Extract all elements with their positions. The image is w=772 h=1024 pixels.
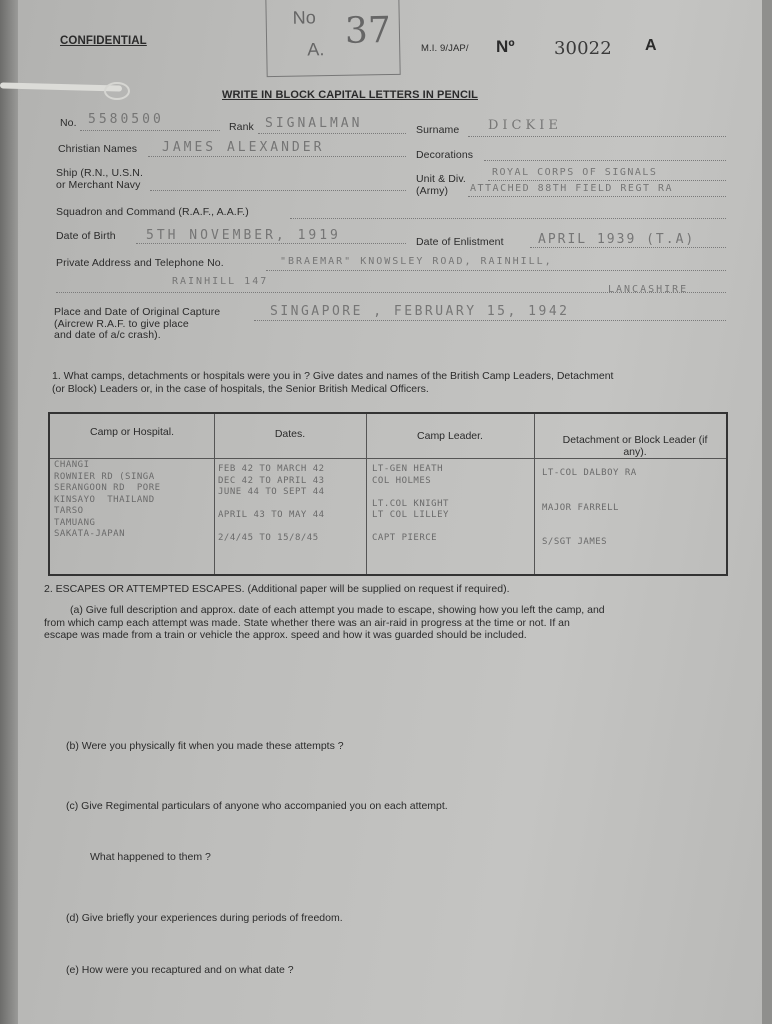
question-2c-followup: What happened to them ? <box>90 851 211 863</box>
christian-names-value: JAMES ALEXANDER <box>162 140 325 155</box>
camps-cell: CHANGI ROWNIER RD (SINGA SERANGOON RD PORE KINSAYO THAILAND TARSO TAMUANG SAKATA-JAPAN <box>54 460 161 539</box>
question-2d: (d) Give briefly your experiences during periods of freedom. <box>66 912 343 924</box>
surname-value: DICKIE <box>488 118 562 133</box>
form-serial-suffix: A <box>645 37 657 54</box>
camps-table-header-detachment: Detachment or Block Leader (if any). <box>562 434 708 458</box>
camps-table-header-camp: Camp or Hospital. <box>89 426 175 438</box>
question-2a-line-3: escape was made from a train or vehicle the approx. speed and how it was guarded should be included. <box>44 629 527 641</box>
dates-cell: FEB 42 TO MARCH 42 DEC 42 TO APRIL 43 JUNE 44 TO SEPT 44 APRIL 43 TO MAY 44 2/4/45 TO 15/8/45 <box>218 464 325 543</box>
reference-stamp <box>265 0 400 77</box>
address-value-line-2: RAINHILL 147 <box>172 276 269 287</box>
stamp-number: 37 <box>344 9 392 52</box>
form-sheet <box>18 0 762 1024</box>
question-2-title: 2. ESCAPES OR ATTEMPTED ESCAPES. (Additional paper will be supplied on request if required). <box>44 583 510 595</box>
question-1 <box>52 370 613 395</box>
binding-knot <box>104 82 130 100</box>
form-serial: 30022 <box>554 38 612 59</box>
camps-table <box>48 412 728 576</box>
question-2a <box>44 604 605 642</box>
number-label: Nº <box>496 37 515 56</box>
capture-label-line-3: and date of a/c crash). <box>54 329 161 341</box>
enlistment-label: Date of Enlistment <box>416 236 504 248</box>
block-capitals-instruction: WRITE IN BLOCK CAPITAL LETTERS IN PENCIL <box>222 89 478 101</box>
unit-label <box>416 173 466 197</box>
ship-label <box>56 167 143 191</box>
address-value-line-3: LANCASHIRE <box>608 284 689 295</box>
address-value-line-1: "BRAEMAR" KNOWSLEY ROAD, RAINHILL, <box>280 256 553 267</box>
question-2b: (b) Were you physically fit when you made these attempts ? <box>66 740 344 752</box>
question-1-line-1: 1. What camps, detachments or hospitals were you in ? Give dates and names of the British Camp Leaders, Detachment <box>52 370 614 382</box>
service-number-label: No. <box>60 117 77 129</box>
detachment-leaders-cell: LT-COL DALBOY RA MAJOR FARRELL S/SGT JAMES <box>542 468 637 547</box>
confidential-label: CONFIDENTIAL <box>60 35 147 47</box>
unit-label-line-2: (Army) <box>416 185 449 197</box>
rank-label: Rank <box>229 121 254 133</box>
camps-table-header-leader: Camp Leader. <box>417 430 483 442</box>
capture-label-line-1: Place and Date of Original Capture <box>54 306 221 318</box>
ship-label-line-2: or Merchant Navy <box>56 179 141 191</box>
enlistment-value: APRIL 1939 (T.A) <box>538 232 696 247</box>
surname-label: Surname <box>416 124 460 136</box>
christian-names-label: Christian Names <box>58 143 138 155</box>
address-label: Private Address and Telephone No. <box>56 257 224 269</box>
question-2c: (c) Give Regimental particulars of anyone who accompanied you on each attempt. <box>66 800 448 812</box>
stamp-no: No <box>292 7 317 28</box>
service-number-value: 5580500 <box>88 112 164 127</box>
stamp-letter: A. <box>307 39 325 60</box>
squadron-label: Squadron and Command (R.A.F., A.A.F.) <box>56 206 249 218</box>
question-2a-line-2: from which camp each attempt was made. State whether there was an air-raid in progress at the time or not. If an <box>44 616 570 629</box>
capture-value: SINGAPORE , FEBRUARY 15, 1942 <box>270 304 570 319</box>
date-of-birth-label: Date of Birth <box>56 230 116 242</box>
camps-table-header-dates: Dates. <box>274 428 306 440</box>
unit-label-line-1: Unit & Div. <box>416 173 466 185</box>
question-1-line-2: (or Block) Leaders or, in the case of hospitals, the Senior British Medical Officers. <box>52 382 429 395</box>
unit-value-line-2: ATTACHED 88TH FIELD REGT RA <box>470 183 674 194</box>
unit-value-line-1: ROYAL CORPS OF SIGNALS <box>492 167 658 178</box>
binding-edge <box>0 0 18 1024</box>
form-reference: M.I. 9/JAP/ <box>421 43 469 54</box>
question-2e: (e) How were you recaptured and on what date ? <box>66 964 294 976</box>
capture-label <box>54 307 220 342</box>
rank-value: SIGNALMAN <box>265 116 363 131</box>
decorations-label: Decorations <box>416 149 474 161</box>
question-2a-line-1: (a) Give full description and approx. date of each attempt you made to escape, showing how you left the camp, and <box>70 604 605 616</box>
capture-label-line-2: (Aircrew R.A.F. to give place <box>54 317 189 330</box>
camp-leaders-cell: LT-GEN HEATH COL HOLMES LT.COL KNIGHT LT COL LILLEY CAPT PIERCE <box>372 464 449 543</box>
date-of-birth-value: 5TH NOVEMBER, 1919 <box>146 228 341 243</box>
ship-label-line-1: Ship (R.N., U.S.N. <box>56 167 143 179</box>
